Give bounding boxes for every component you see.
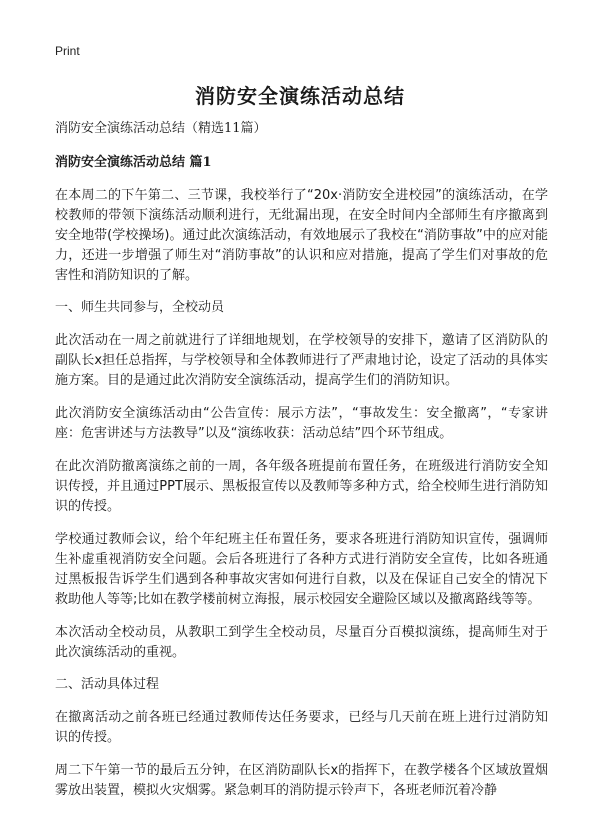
paragraph-drill-start: 周二下午第一节的最后五分钟，在区消防副队长x的指挥下，在教学楼各个区域放置烟雾放出装置，模拟火灾烟雾。紧急刺耳的消防提示铃声下，各班老师沉着冷静 [55,763,548,798]
paragraph-whole-school: 本次活动全校动员，从教职工到学生全校动员，尽量百分百模拟演练，提高师生对于此次演练活动的重视。 [55,625,548,660]
document-subtitle: 消防安全演练活动总结（精选11篇） [55,121,267,136]
paragraph-intro: 在本周二的下午第二、三节课，我校举行了“20x·消防安全进校园”的演练活动，在学校教师的带领下演练活动顺利进行，无纰漏出现，在安全时间内全部师生有序撤离到安全地带(学校操场)。通过此次演练活动，有效地展示了我校在“消防事故”中的应对能力，还进一步增强了师生对“消防事故”的认识和应对措施，提高了学生们对事故的危害性和消防知识的了解。 [55,188,548,283]
paragraph-teacher-meeting: 学校通过教师会议，给个年纪班主任布置任务，要求各班进行消防知识宣传，强调师生补虚重视消防安全问题。会后各班进行了各种方式进行消防安全宣传，比如各班通过黑板报告诉学生们遇到各种事故灾害如何进行自救，以及在保证自己安全的情况下救助他人等等;比如在教学楼前树立海报，展示校园安全避险区域以及撤离路线等等。 [55,532,548,607]
paragraph-pre-drill: 在撤离活动之前各班已经通过教师传达任务要求，已经与几天前在班上进行过消防知识的传授。 [55,710,548,745]
document-title: 消防安全演练活动总结 [195,84,405,108]
paragraph-class-preparation: 在此次消防撤离演练之前的一周，各年级各班提前布置任务，在班级进行消防安全知识传授，并且通过PPT展示、黑板报宣传以及教师等多种方式，给全校师生进行消防知识的传授。 [55,459,548,514]
section-heading-process: 二、活动具体过程 [55,677,160,692]
section-title: 消防安全演练活动总结 篇1 [55,155,212,170]
paragraph-planning: 此次活动在一周之前就进行了详细地规划，在学校领导的安排下，邀请了区消防队的副队长x担任总指挥，与学校领导和全体教师进行了严肃地讨论，设定了活动的具体实施方案。目的是通过此次消防安全演练活动，提高学生们的消防知识。 [55,333,548,388]
paragraph-stages: 此次消防安全演练活动由“公告宣传：展示方法”，“事故发生：安全撤离”，“专家讲座：危害讲述与方法教导”以及“演练收获：活动总结”四个环节组成。 [55,406,548,441]
document-body [55,120,548,814]
section-heading-mobilization: 一、师生共同参与，全校动员 [55,300,225,315]
print-link[interactable]: Print [55,44,80,58]
